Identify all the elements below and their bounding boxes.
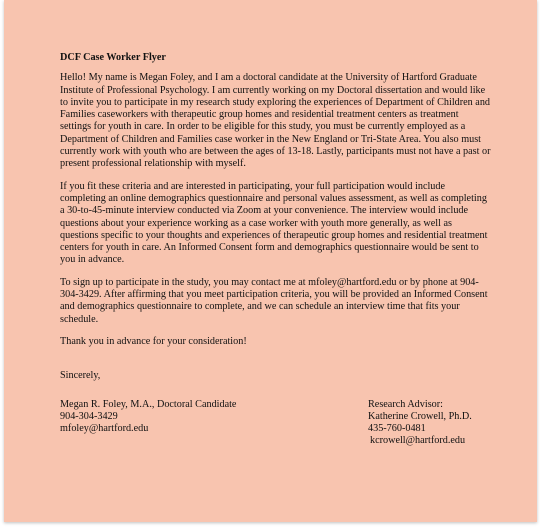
author-name: Megan R. Foley, M.A., Doctoral Candidate xyxy=(60,398,237,410)
advisor-name: Katherine Crowell, Ph.D. xyxy=(368,410,472,422)
document-title: DCF Case Worker Flyer xyxy=(60,52,166,63)
author-phone: 904-304-3429 xyxy=(60,410,118,422)
intro-paragraph: Hello! My name is Megan Foley, and I am a doctoral candidate at the University of Hartford Graduate Institute of Professional Psychology. I am currently working on my Doctoral dissertation and would like to invite you to participate in my research study exploring the experiences of Department of Children and Families caseworkers with therapeutic group homes and residential treatment centers as treatment settings for youth in care. In order to be eligible for this study, you must be currently employed as a Department of Children and Families case worker in the New England or Tri-State Area. You also must currently work with youth who are between the ages of 13-18. Lastly, participants must not have a past or present professional relationship with myself. xyxy=(60,72,491,170)
author-email: mfoley@hartford.edu xyxy=(60,423,149,435)
author-signature xyxy=(60,399,236,436)
signature-block xyxy=(60,399,492,461)
document-page xyxy=(4,0,537,522)
document-body xyxy=(60,52,492,461)
thanks-paragraph: Thank you in advance for your consideration! xyxy=(60,335,247,347)
signup-paragraph: To sign up to participate in the study, you may contact me at mfoley@hartford.edu or by phone at 904-304-3429. After affirming that you meet participation criteria, you will be provided an Informed Consent and demographics questionnaire to complete, and we can schedule an interview time that fits your schedule. xyxy=(60,276,488,325)
advisor-label: Research Advisor: xyxy=(368,398,443,410)
advisor-phone: 435-760-0481 xyxy=(368,423,426,435)
advisor-signature xyxy=(368,399,472,448)
closing-salutation: Sincerely, xyxy=(60,370,101,382)
advisor-email: kcrowell@hartford.edu xyxy=(370,435,466,447)
participation-paragraph: If you fit these criteria and are interested in participating, your full participation would include completing an online demographics questionnaire and personal values assessment, as well as completing a 30-to-45-minute interview conducted via Zoom at your convenience. The interview would include questions about your experience working as a case worker with youth more generally, as well as questions specific to your thoughts and experiences of therapeutic group homes and residential treatment centers for youth in care. An Informed Consent form and demographics questionnaire would be sent to you in advance. xyxy=(60,180,488,266)
